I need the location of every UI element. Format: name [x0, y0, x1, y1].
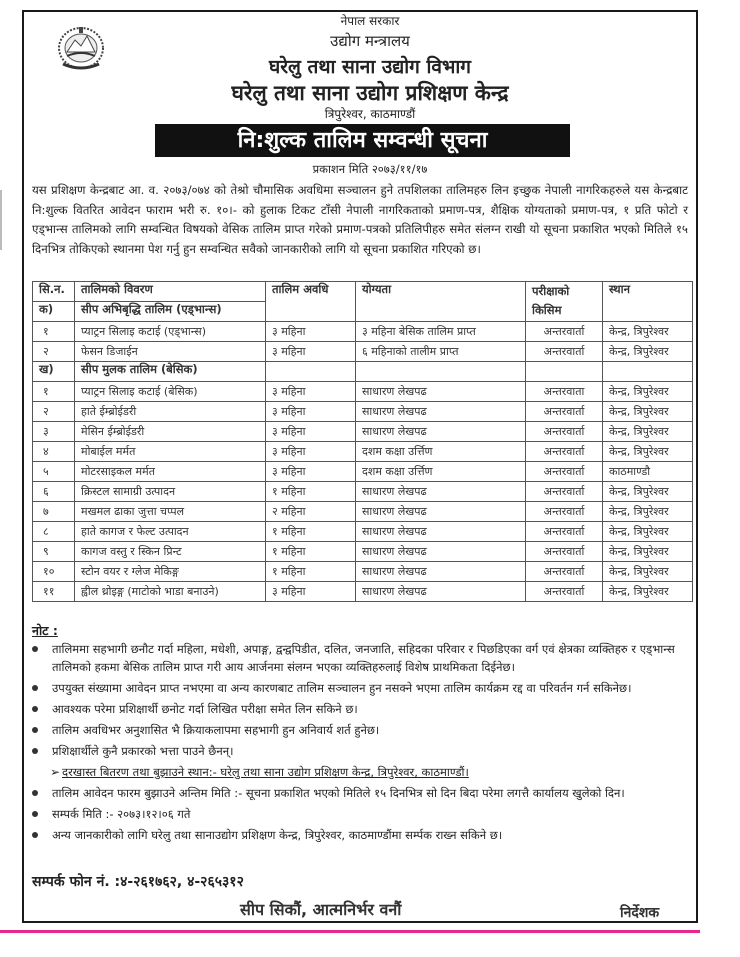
table-row: [33, 442, 693, 462]
cell-duration: ३ महिना: [266, 582, 356, 602]
note-item: [30, 640, 690, 676]
cell-sn: २: [33, 402, 75, 422]
table-row: [33, 582, 693, 602]
group-code: क): [33, 302, 75, 322]
note-item: [30, 784, 690, 802]
cell-description: कागज वस्तु र स्किन प्रिन्ट: [75, 542, 266, 562]
notes-title: नोट :: [32, 623, 58, 638]
cell-location: केन्द्र, त्रिपुरेश्वर: [603, 422, 693, 442]
cell-location: केन्द्र, त्रिपुरेश्वर: [603, 322, 693, 342]
cell-duration: १ महिना: [266, 542, 356, 562]
header-duration: तालिम अवधि: [266, 282, 356, 322]
table-row: [33, 402, 693, 422]
govt-name: नेपाल सरकार: [340, 14, 400, 28]
empty-cell: [603, 362, 693, 382]
cell-description: क्रिस्टल सामाग्री उत्पादन: [75, 482, 266, 502]
note-item: [30, 679, 690, 697]
cell-sn: १०: [33, 562, 75, 582]
signatory: निर्देशक: [620, 905, 660, 921]
table-row: [33, 422, 693, 442]
cell-qualification: साधारण लेखपढ: [356, 582, 526, 602]
cell-duration: ३ महिना: [266, 422, 356, 442]
group-name: सीप अभिबृद्धि तालिम (एड्भान्स): [75, 302, 266, 322]
ministry-name: उद्योग मन्त्रालय: [330, 32, 410, 50]
note-text: अन्य जानकारीको लागि घरेलु तथा सानाउद्योग प्रशिक्षण केन्द्र, त्रिपुरेश्वर, काठमाण्डौंमा सर्म्पक राख्न सकिने छ।: [52, 828, 503, 842]
department-name: घरेलु तथा साना उद्योग विभाग: [269, 56, 471, 78]
cell-duration: ३ महिना: [266, 322, 356, 342]
cell-description: ह्वील थ्रोइङ्ग (माटोको भाडा बनाउने): [75, 582, 266, 602]
cell-qualification: दशम कक्षा उर्त्तिण: [356, 462, 526, 482]
table-row: [33, 382, 693, 402]
cell-exam-type: अन्तरवार्ता: [526, 562, 603, 582]
note-text: सम्पर्क मिति :- २०७३।१२।०६ गते: [52, 807, 191, 821]
center-name: घरेलु तथा साना उद्योग प्रशिक्षण केन्द्र: [231, 81, 509, 105]
cell-qualification: साधारण लेखपढ: [356, 542, 526, 562]
training-table: [32, 281, 693, 602]
table-row: [33, 562, 693, 582]
cell-duration: ३ महिना: [266, 402, 356, 422]
bullet-icon: [32, 832, 38, 838]
note-item: [30, 742, 690, 760]
cell-qualification: साधारण लेखपढ: [356, 502, 526, 522]
table-row: [33, 542, 693, 562]
bullet-icon: [32, 811, 38, 817]
cell-location: केन्द्र, त्रिपुरेश्वर: [603, 482, 693, 502]
cell-description: मोटरसाइकल मर्मत: [75, 462, 266, 482]
cell-exam-type: अन्तरवार्ता: [526, 482, 603, 502]
header-sn: सि.न.: [33, 282, 75, 302]
note-text: प्रशिक्षार्थीले कुनै प्रकारको भत्ता पाउने छैनन्।: [52, 744, 234, 758]
cell-sn: १: [33, 382, 75, 402]
table-row: [33, 462, 693, 482]
note-text: तालिम आवेदन फारम बुझाउने अन्तिम मिति :- सूचना प्रकाशित भएको मितिले १५ दिनभित्र सो दिन बिदा परेमा लगत्तै कार्यालय खुलेको दिन।: [52, 786, 625, 800]
cell-qualification: दशम कक्षा उर्त्तिण: [356, 442, 526, 462]
cell-qualification: साधारण लेखपढ: [356, 562, 526, 582]
table-row: [33, 342, 693, 362]
note-text: उपयुक्त संख्यामा आवेदन प्राप्त नभएमा वा अन्य कारणबाट तालिम सञ्चालन हुन नसक्ने भएमा तालिम कार्यक्रम रद्द वा परिवर्तन गर्न सकिनेछ।: [52, 681, 632, 695]
table-row: [33, 502, 693, 522]
cell-exam-type: अन्तरवार्ता: [526, 522, 603, 542]
cell-description: स्टोन वयर र ग्लेज मेकिङ्ग: [75, 562, 266, 582]
publication-date: प्रकाशन मिति २०७३/११/१७: [312, 162, 428, 176]
cell-location: केन्द्र, त्रिपुरेश्वर: [603, 582, 693, 602]
cell-location: केन्द्र, त्रिपुरेश्वर: [603, 502, 693, 522]
cell-description: मखमल ढाका जुत्ता चप्पल: [75, 502, 266, 522]
bullet-icon: [32, 646, 38, 652]
contact-phone: सम्पर्क फोन नं. :४-२६१७६२, ४-२६५३१२: [32, 874, 244, 890]
cell-sn: १: [33, 322, 75, 342]
bullet-icon: [32, 685, 38, 691]
table-row: [33, 522, 693, 542]
note-item: [30, 805, 690, 823]
cell-exam-type: अन्तरवार्ता: [526, 442, 603, 462]
cell-qualification: साधारण लेखपढ: [356, 482, 526, 502]
cell-location: केन्द्र, त्रिपुरेश्वर: [603, 522, 693, 542]
notes-list: [30, 640, 690, 847]
cell-sn: ३: [33, 422, 75, 442]
cell-sn: २: [33, 342, 75, 362]
cell-sn: ७: [33, 502, 75, 522]
scan-edge-mark: [0, 190, 2, 250]
intro-paragraph: यस प्रशिक्षण केन्द्रबाट आ. व. २०७३/०७४ को तेश्रो चौमासिक अवधिमा सञ्चालन हुने तपशिलका तालिमहरु लिन इच्छुक नेपाली नागरिकहरुले यस केन्द्रबाट नि:शुल्क वितरित आवेदन फाराम भरी रु. १०।- को हुलाक टिकट टाँसी नेपाली नागरिकताको प्रमाण-पत्र, शैक्षिक योग्यताको प्रमाण-पत्र, १ प्रति फोटो र एड्भान्स तालिमको लागि सम्वन्धित विषयको वेसिक तालिम प्राप्त गरेको प्रमाण-पत्रको प्रतिलिपीहरु समेत संलग्न राखी यो सूचना प्रकाशित भएको मितिले १५ दिनभित्र तोकिएको स्थानमा पेश गर्नु हुन सम्वन्धित सवैको जानकारीको लागि यो सूचना प्रकाशित गरिएको छ।: [32, 183, 688, 256]
note-item: [30, 826, 690, 844]
cell-exam-type: अन्तरवार्ता: [526, 502, 603, 522]
cell-exam-type: अन्तरवाता: [526, 382, 603, 402]
bullet-icon: [32, 748, 38, 754]
cell-location: केन्द्र, त्रिपुरेश्वर: [603, 402, 693, 422]
accent-line: [0, 930, 700, 933]
group-code: ख): [33, 362, 75, 382]
table-row: [33, 322, 693, 342]
cell-sn: ६: [33, 482, 75, 502]
center-address: त्रिपुरेश्वर, काठमाण्डौं: [324, 107, 416, 121]
cell-location: काठमाण्डौ: [603, 462, 693, 482]
cell-description: प्याट्रन सिलाइ कटाई (एड्भान्स): [75, 322, 266, 342]
empty-cell: [526, 362, 603, 382]
header-description: तालिमको विवरण: [75, 282, 266, 302]
table-group-row: [33, 362, 693, 382]
cell-duration: १ महिना: [266, 522, 356, 542]
cell-exam-type: अन्तरवार्ता: [526, 402, 603, 422]
cell-duration: १ महिना: [266, 482, 356, 502]
cell-duration: २ महिना: [266, 502, 356, 522]
header-location: स्थान: [603, 282, 693, 322]
empty-cell: [266, 362, 356, 382]
cell-qualification: साधारण लेखपढ: [356, 402, 526, 422]
note-item: [30, 700, 690, 718]
bullet-icon: [32, 727, 38, 733]
cell-sn: ८: [33, 522, 75, 542]
table-header-row: [33, 282, 693, 302]
cell-location: केन्द्र, त्रिपुरेश्वर: [603, 562, 693, 582]
cell-exam-type: अन्तरवार्ता: [526, 342, 603, 362]
arrow-icon: ➢: [50, 765, 61, 779]
header-exam-type: परीक्षाको किसिम: [526, 282, 603, 322]
note-text: तालिममा सहभागी छनौट गर्दा महिला, मधेशी, अपाङ्ग, द्वन्द्वपिडीत, दलित, जनजाति, सहिदका परिवार र पिछडिएका वर्ग एवं क्षेत्रका व्यक्तिहरु र एड्भान्स तालिमको हकमा बेसिक तालिम प्राप्त गरी आय आर्जनमा संलग्न भएका व्यक्तिहरुलाई विशेष प्राथमिकता दिईनेछ।: [52, 642, 675, 674]
cell-location: केन्द्र, त्रिपुरेश्वर: [603, 542, 693, 562]
cell-qualification: साधारण लेखपढ: [356, 382, 526, 402]
slogan: सीप सिकौं, आत्मनिर्भर वनौं: [240, 900, 402, 919]
cell-duration: ३ महिना: [266, 462, 356, 482]
note-text: तालिम अवधिभर अनुशासित भै क्रियाकलापमा सहभागी हुन अनिवार्य शर्त हुनेछ।: [52, 723, 380, 737]
cell-exam-type: अन्तरवार्ता: [526, 582, 603, 602]
notice-title: नि:शुल्क तालिम सम्वन्धी सूचना: [155, 124, 570, 157]
cell-sn: ४: [33, 442, 75, 462]
group-name: सीप मुलक तालिम (बेसिक): [75, 362, 266, 382]
cell-qualification: ६ महिनाको तालीम प्राप्त: [356, 342, 526, 362]
cell-description: प्याट्रन सिलाइ कटाई (बेसिक): [75, 382, 266, 402]
cell-duration: ३ महिना: [266, 442, 356, 462]
cell-qualification: साधारण लेखपढ: [356, 522, 526, 542]
table-row: [33, 482, 693, 502]
cell-exam-type: अन्तरवार्ता: [526, 422, 603, 442]
cell-description: हाते कागज र फेल्ट उत्पादन: [75, 522, 266, 542]
cell-sn: ५: [33, 462, 75, 482]
cell-description: मोबाईल मर्मत: [75, 442, 266, 462]
cell-location: केन्द्र, त्रिपुरेश्वर: [603, 342, 693, 362]
note-text: दरखास्त बितरण तथा बुझाउने स्थान:- घरेलु तथा साना उद्योग प्रशिक्षण केन्द्र, त्रिपुरेश्वर, काठमाण्डौं।: [62, 765, 469, 779]
cell-duration: ३ महिना: [266, 382, 356, 402]
note-item: [30, 721, 690, 739]
header-qualification: योग्यता: [356, 282, 526, 322]
cell-duration: १ महिना: [266, 562, 356, 582]
bullet-icon: [32, 790, 38, 796]
cell-sn: ९: [33, 542, 75, 562]
cell-exam-type: अन्तरवार्ता: [526, 462, 603, 482]
cell-exam-type: अन्तरवार्ता: [526, 322, 603, 342]
cell-sn: ११: [33, 582, 75, 602]
note-item: [30, 763, 690, 781]
cell-location: केन्द्र, त्रिपुरेश्वर: [603, 442, 693, 462]
note-text: आवश्यक परेमा प्रशिक्षार्थी छनोट गर्दा लिखित परीक्षा समेत लिन सकिने छ।: [52, 702, 358, 716]
cell-qualification: साधारण लेखपढ: [356, 422, 526, 442]
bullet-icon: [32, 706, 38, 712]
cell-description: मेसिन ईम्ब्रोईडरी: [75, 422, 266, 442]
cell-description: फेसन डिजाईन: [75, 342, 266, 362]
empty-cell: [356, 362, 526, 382]
cell-duration: ३ महिना: [266, 342, 356, 362]
cell-location: केन्द्र, त्रिपुरेश्वर: [603, 382, 693, 402]
cell-description: हाते ईम्ब्रोईडरी: [75, 402, 266, 422]
cell-exam-type: अन्तरवार्ता: [526, 542, 603, 562]
cell-qualification: ३ महिना बेसिक तालिम प्राप्त: [356, 322, 526, 342]
